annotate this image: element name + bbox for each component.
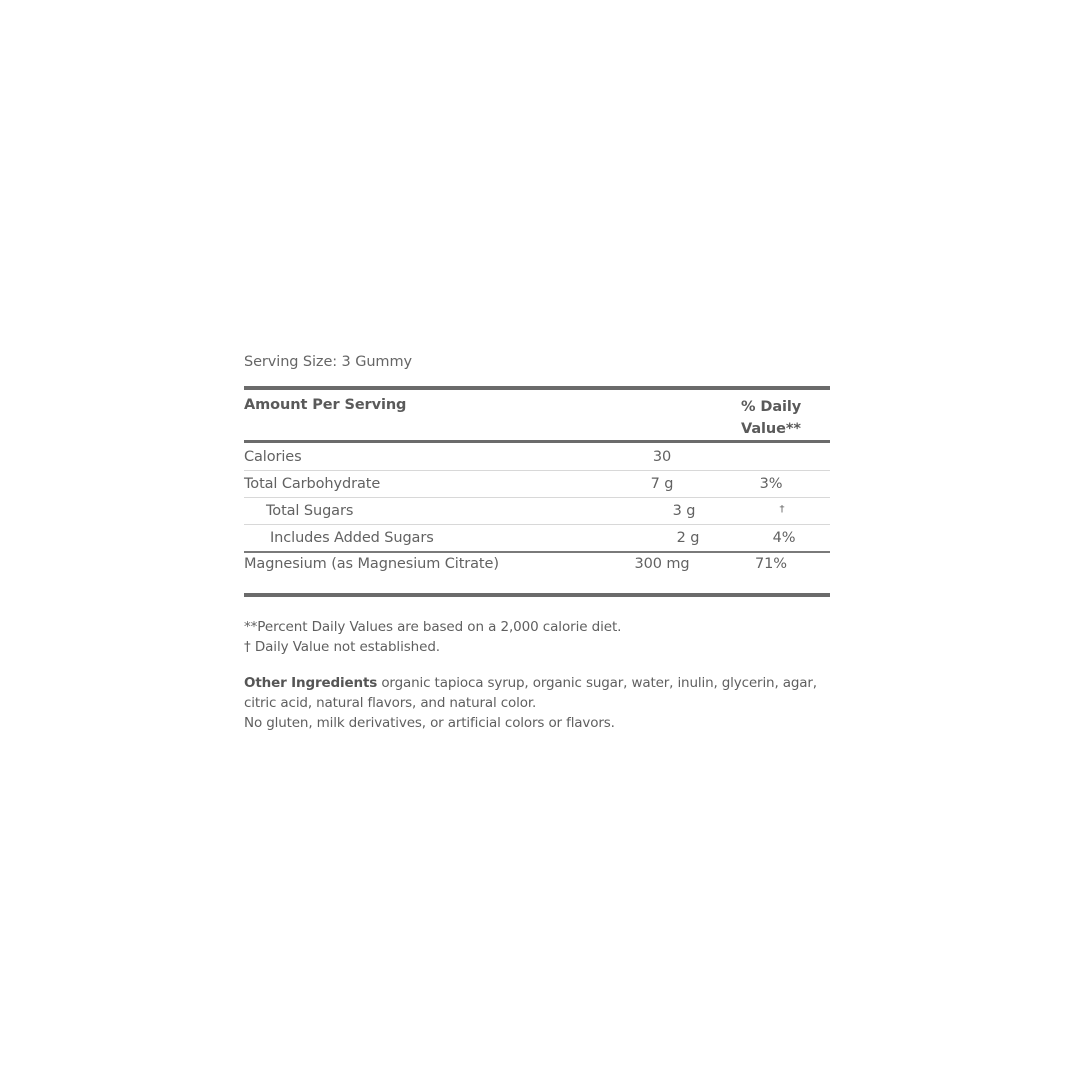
- table-header: [244, 390, 830, 443]
- nutrient-amount: 300 mg: [634, 556, 690, 572]
- table-row-calories: [244, 443, 830, 471]
- table-row-total-carbohydrate: [244, 471, 830, 498]
- nutrient-amount: 3 g: [672, 503, 696, 519]
- table-row-magnesium: [244, 553, 830, 597]
- ingredients-heading: Other Ingredients: [244, 675, 378, 691]
- daily-value-heading: % Daily Value**: [741, 399, 802, 437]
- nutrient-daily-value: 3%: [759, 476, 783, 492]
- other-ingredients: [244, 673, 830, 733]
- footnotes: [244, 617, 830, 657]
- nutrient-daily-value: 4%: [772, 530, 796, 546]
- nutrient-daily-value: 71%: [755, 556, 787, 572]
- serving-size: Serving Size: 3 Gummy: [244, 354, 412, 370]
- nutrient-name: Calories: [244, 448, 302, 465]
- footnote-percent-dv: **Percent Daily Values are based on a 2,000 calorie diet.: [244, 619, 622, 635]
- table-row-added-sugars: [244, 525, 830, 553]
- nutrient-amount: 7 g: [650, 476, 674, 492]
- ingredients-list: organic tapioca syrup, organic sugar, water, inulin, glycerin, agar, citric acid, natural flavors, and natural color.: [244, 675, 817, 711]
- free-from-statement: No gluten, milk derivatives, or artificial colors or flavors.: [244, 715, 615, 731]
- nutrient-amount: 2 g: [676, 530, 700, 546]
- nutrient-name: Includes Added Sugars: [270, 530, 434, 546]
- nutrient-name: Magnesium (as Magnesium Citrate): [244, 556, 499, 572]
- nutrient-name: Total Carbohydrate: [244, 476, 381, 492]
- nutrient-name: Total Sugars: [266, 503, 354, 519]
- nutrient-amount: 30: [652, 448, 672, 465]
- nutrition-table: [244, 386, 830, 597]
- amount-per-serving-heading: Amount Per Serving: [244, 397, 407, 413]
- dagger-symbol: †: [779, 504, 785, 515]
- table-row-total-sugars: [244, 498, 830, 525]
- footnote-dagger: † Daily Value not established.: [244, 639, 440, 655]
- supplement-facts-panel: [244, 352, 830, 733]
